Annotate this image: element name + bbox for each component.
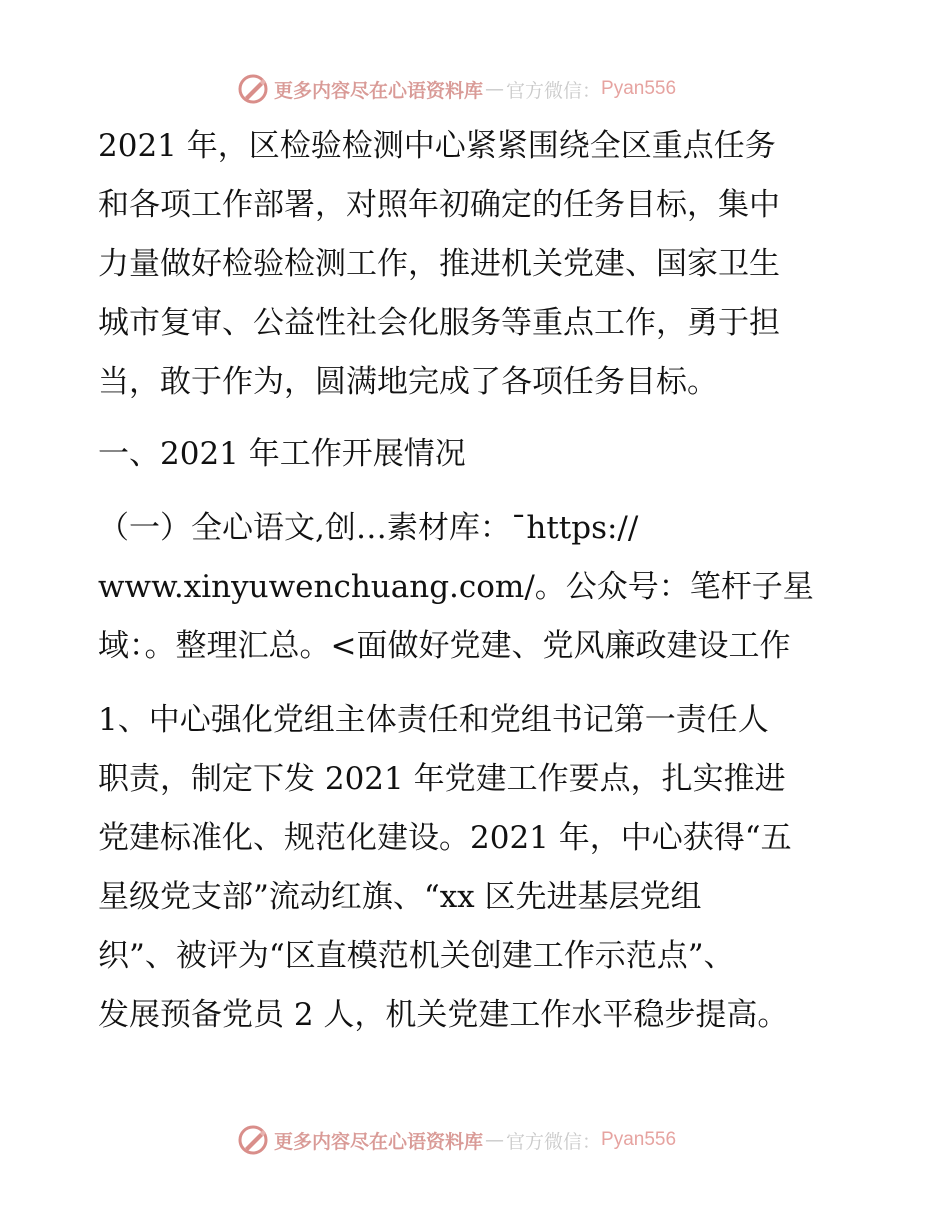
watermark-main-text: 更多内容尽在心语资料库 [274, 1130, 484, 1153]
watermark-contact-id: Pyan556 [601, 78, 677, 99]
footer-watermark [236, 1123, 676, 1157]
watermark-contact-label: 官方微信： [506, 1130, 602, 1153]
header-watermark [236, 72, 676, 106]
section-heading: 一、2021 年工作开展情况 [98, 436, 466, 472]
paragraph-line: 域：。整理汇总。<面做好党建、党风廉政建设工作 [98, 628, 791, 664]
paragraph-line: www.xinyuwenchuang.com/。公众号：笔杆子星 [98, 569, 814, 605]
paragraph-line: 职责，制定下发 2021 年党建工作要点，扎实推进 [98, 761, 786, 797]
paragraph-line: 和各项工作部署，对照年初确定的任务目标，集中 [98, 187, 780, 223]
pen-logo-icon [236, 1123, 270, 1157]
paragraph-line: （一）全心语文,创…素材库：¯https:// [98, 510, 639, 546]
watermark-contact-label: 官方微信： [506, 79, 602, 102]
paragraph-line: 发展预备党员 2 人，机关党建工作水平稳步提高。 [98, 997, 789, 1033]
paragraph-line: 党建标准化、规范化建设。2021 年，中心获得“五 [98, 820, 792, 856]
paragraph-line: 2021 年，区检验检测中心紧紧围绕全区重点任务 [98, 128, 776, 164]
watermark-contact-id: Pyan556 [601, 1129, 677, 1150]
paragraph-line: 力量做好检验检测工作，推进机关党建、国家卫生 [98, 246, 780, 282]
watermark-separator: — [485, 1129, 505, 1151]
paragraph-line: 星级党支部”流动红旗、“xx 区先进基层党组 [98, 879, 702, 915]
paragraph-line: 当，敢于作为，圆满地完成了各项任务目标。 [98, 364, 718, 400]
paragraph-line: 织”、被评为“区直模范机关创建工作示范点”、 [98, 938, 735, 974]
watermark-main-text: 更多内容尽在心语资料库 [274, 79, 484, 102]
paragraph-line: 城市复审、公益性社会化服务等重点工作，勇于担 [98, 305, 780, 341]
pen-logo-icon [236, 72, 270, 106]
paragraph-line: 1、中心强化党组主体责任和党组书记第一责任人 [98, 702, 769, 738]
watermark-separator: — [485, 78, 505, 100]
